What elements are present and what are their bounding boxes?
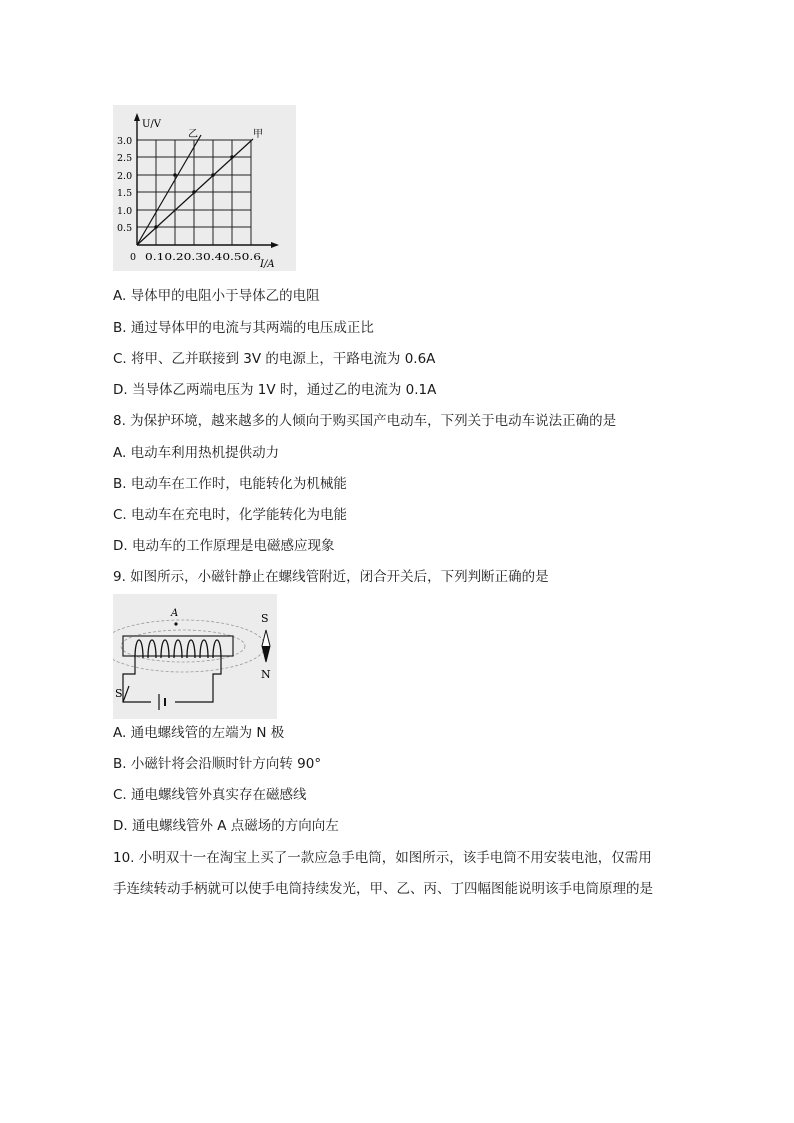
- q7-option-a: A. 导体甲的电阻小于导体乙的电阻: [113, 288, 320, 304]
- q10-stem-line-1: 10. 小明双十一在淘宝上买了一款应急手电筒，如图所示，该手电筒不用安装电池，仅需用: [113, 850, 652, 866]
- q7-option-b: B. 通过导体甲的电流与其两端的电压成正比: [113, 320, 374, 336]
- point-a: [174, 622, 177, 625]
- q10-stem-line-2: 手连续转动手柄就可以使手电筒持续发光，甲、乙、丙、丁四幅图能说明该手电筒原理的是: [113, 881, 653, 897]
- q7-option-c: C. 将甲、乙并联接到 3V 的电源上，干路电流为 0.6A: [113, 351, 436, 367]
- q8-option-b: B. 电动车在工作时，电能转化为机械能: [113, 476, 347, 492]
- x-axis-label: I/A: [260, 259, 275, 270]
- origin-label: 0: [130, 252, 137, 263]
- circuit-wire: [123, 658, 221, 702]
- q8-option-a: A. 电动车利用热机提供动力: [113, 445, 280, 461]
- needle-s-label: S: [261, 612, 269, 625]
- coil: [135, 640, 221, 658]
- point-a-label: A: [171, 608, 179, 619]
- line-label-jia: 甲: [253, 129, 263, 140]
- solenoid-core: [123, 636, 233, 656]
- y-tick-label: 1.5: [117, 188, 133, 199]
- needle-n-label: N: [261, 668, 271, 681]
- q9-option-a: A. 通电螺线管的左端为 N 极: [113, 725, 285, 741]
- y-tick-label: 2.0: [117, 171, 133, 182]
- y-tick-label: 0.5: [117, 223, 133, 234]
- q9-stem: 9. 如图所示，小磁针静止在螺线管附近，闭合开关后，下列判断正确的是: [113, 569, 549, 585]
- u-i-graph-figure: [113, 105, 296, 271]
- y-tick-label: 1.0: [117, 206, 133, 217]
- q9-option-b: B. 小磁针将会沿顺时针方向转 90°: [113, 756, 322, 772]
- line-yi: [137, 135, 201, 245]
- q8-option-d: D. 电动车的工作原理是电磁感应现象: [113, 538, 335, 554]
- switch-label: S: [115, 687, 123, 700]
- y-tick-label: 2.5: [117, 153, 133, 164]
- x-tick-labels: 0.10.20.30.40.50.6: [145, 252, 261, 263]
- y-axis-arrow-icon: [134, 113, 140, 121]
- line-label-yi: 乙: [188, 129, 198, 140]
- y-tick-label: 3.0: [117, 136, 133, 147]
- q9-option-c: C. 通电螺线管外真实存在磁感线: [113, 787, 307, 803]
- q9-option-d: D. 通电螺线管外 A 点磁场的方向向左: [113, 818, 339, 834]
- x-axis-arrow-icon: [271, 242, 279, 248]
- solenoid-figure: [113, 594, 277, 719]
- q8-stem: 8. 为保护环境，越来越多的人倾向于购买国产电动车，下列关于电动车说法正确的是: [113, 413, 617, 429]
- q7-option-d: D. 当导体乙两端电压为 1V 时，通过乙的电流为 0.1A: [113, 382, 437, 398]
- y-axis-label: U/V: [142, 119, 162, 130]
- switch: [123, 686, 129, 702]
- q8-option-c: C. 电动车在充电时，化学能转化为电能: [113, 507, 348, 523]
